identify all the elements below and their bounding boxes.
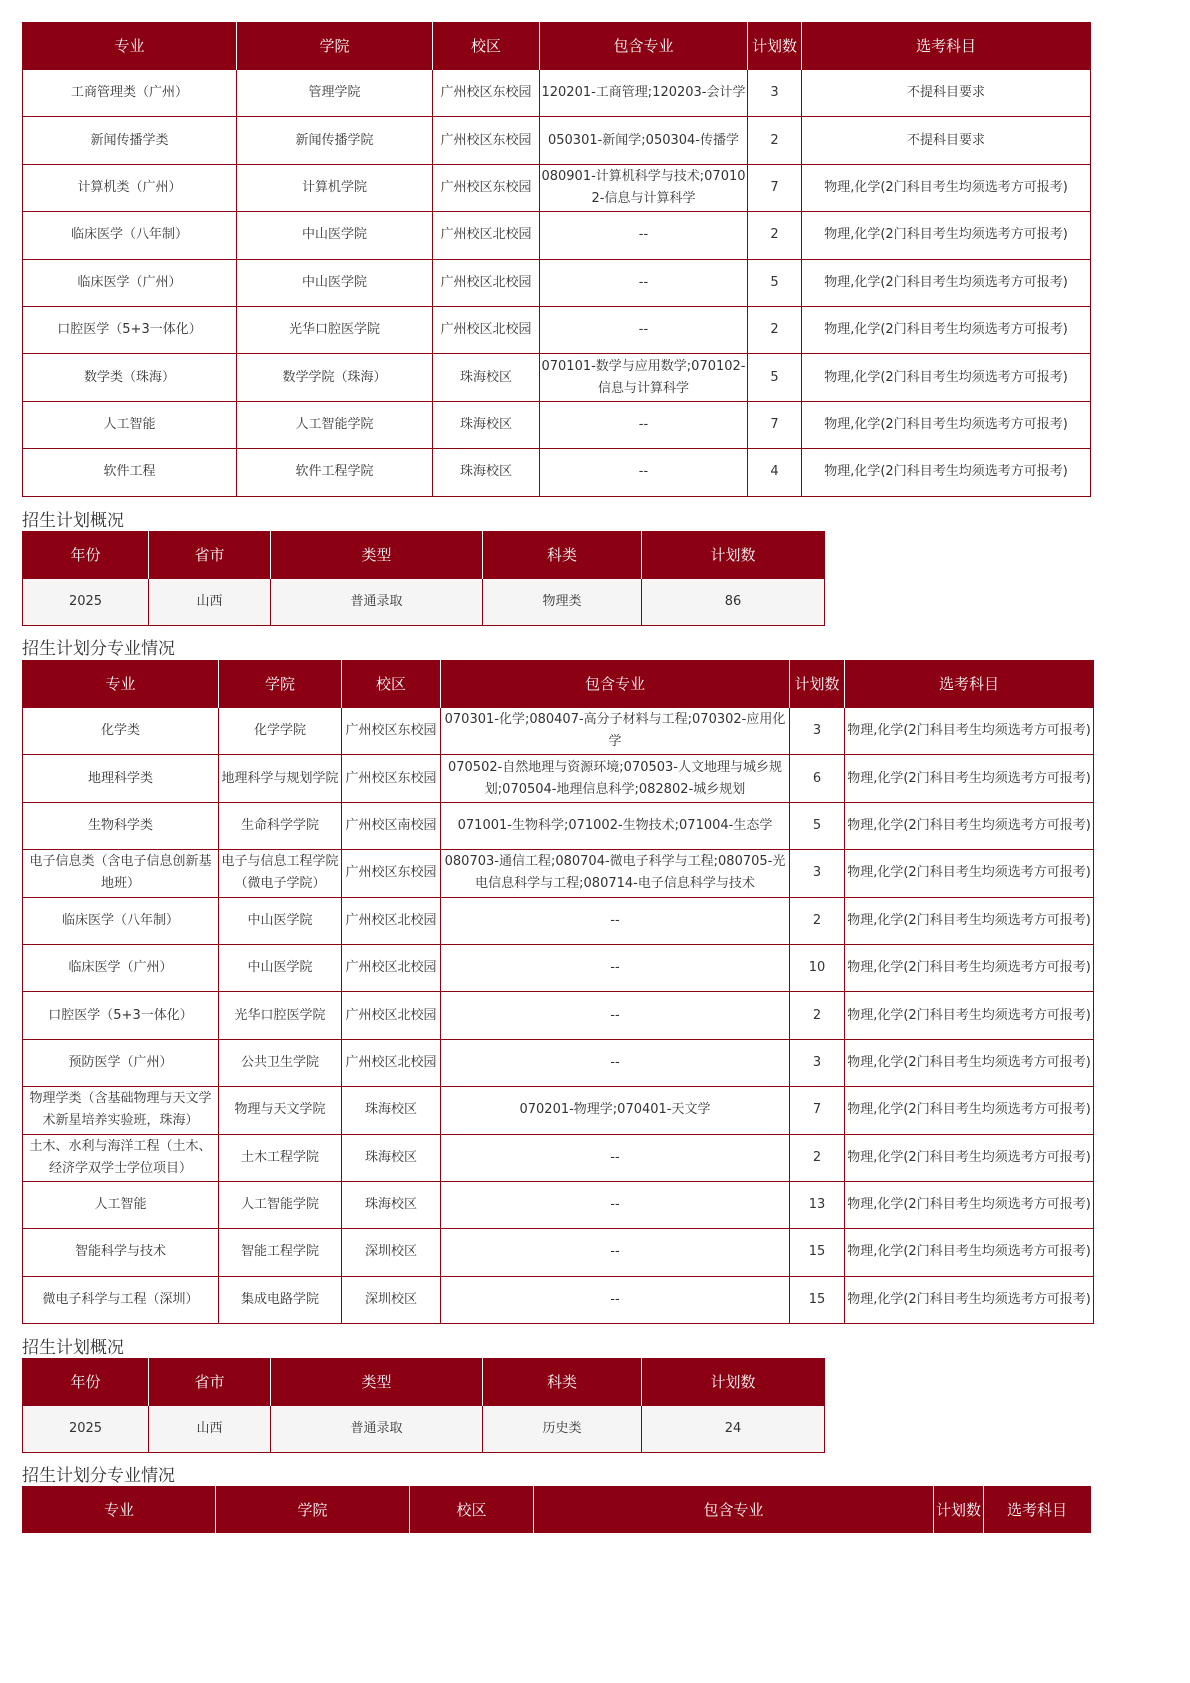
cell-included-majors: -- [441, 1276, 790, 1323]
cell-included-majors: -- [441, 992, 790, 1039]
cell-campus: 广州校区东校园 [342, 708, 441, 755]
cell-subjects: 不提科目要求 [802, 70, 1091, 117]
cell-province: 山西 [149, 579, 271, 626]
cell-included-majors: -- [441, 1229, 790, 1276]
table-row [23, 708, 1094, 755]
cell-subjects: 物理,化学(2门科目考生均须选考方可报考) [845, 897, 1094, 944]
cell-campus: 广州校区北校园 [342, 944, 441, 991]
cell-college: 化学学院 [219, 708, 342, 755]
cell-major: 化学类 [23, 708, 219, 755]
table-row [23, 164, 1091, 211]
cell-plan-count: 13 [790, 1181, 845, 1228]
table-row [23, 1229, 1094, 1276]
cell-campus: 广州校区北校园 [433, 306, 540, 353]
cell-major: 人工智能 [23, 1181, 219, 1228]
col-header-campus: 校区 [342, 660, 441, 708]
cell-included-majors: -- [540, 259, 748, 306]
col-header-plan-count: 计划数 [790, 660, 845, 708]
cell-campus: 珠海校区 [342, 1134, 441, 1181]
cell-subjects: 不提科目要求 [802, 117, 1091, 164]
cell-subjects: 物理,化学(2门科目考生均须选考方可报考) [802, 354, 1091, 401]
cell-plan-count: 6 [790, 755, 845, 802]
table-row [23, 1039, 1094, 1086]
cell-campus: 广州校区北校园 [342, 897, 441, 944]
table-row [23, 449, 1091, 496]
cell-included-majors: -- [540, 306, 748, 353]
cell-college: 中山医学院 [219, 897, 342, 944]
cell-subjects: 物理,化学(2门科目考生均须选考方可报考) [802, 449, 1091, 496]
col-header-major: 专业 [23, 1486, 216, 1533]
cell-college: 光华口腔医学院 [237, 306, 433, 353]
cell-college: 计算机学院 [237, 164, 433, 211]
col-header-major: 专业 [23, 660, 219, 708]
cell-plan-count: 86 [642, 579, 825, 626]
table-row [23, 579, 825, 626]
cell-subjects: 物理,化学(2门科目考生均须选考方可报考) [845, 708, 1094, 755]
cell-major: 新闻传播学类 [23, 117, 237, 164]
col-header-year: 年份 [23, 531, 149, 579]
cell-college: 数学学院（珠海） [237, 354, 433, 401]
cell-included-majors: -- [540, 401, 748, 448]
col-header-province: 省市 [149, 1358, 271, 1406]
table-row [23, 401, 1091, 448]
table-row [23, 354, 1091, 401]
cell-campus: 珠海校区 [342, 1087, 441, 1134]
col-header-plan-count: 计划数 [934, 1486, 984, 1533]
col-header-type: 类型 [271, 1358, 483, 1406]
cell-included-majors: -- [441, 897, 790, 944]
table-header-row [23, 660, 1094, 708]
cell-included-majors: 070101-数学与应用数学;070102-信息与计算科学 [540, 354, 748, 401]
cell-category: 历史类 [483, 1406, 642, 1453]
table-row [23, 850, 1094, 897]
cell-campus: 珠海校区 [342, 1181, 441, 1228]
cell-included-majors: 070301-化学;080407-高分子材料与工程;070302-应用化学 [441, 708, 790, 755]
cell-campus: 深圳校区 [342, 1276, 441, 1323]
cell-campus: 广州校区北校园 [433, 212, 540, 259]
col-header-college: 学院 [216, 1486, 410, 1533]
cell-plan-count: 7 [748, 164, 802, 211]
cell-plan-count: 5 [790, 802, 845, 849]
table-header-row [23, 22, 1091, 70]
col-header-category: 科类 [483, 1358, 642, 1406]
cell-plan-count: 4 [748, 449, 802, 496]
col-header-included-majors: 包含专业 [441, 660, 790, 708]
cell-plan-count: 24 [642, 1406, 825, 1453]
cell-major: 临床医学（广州） [23, 944, 219, 991]
table-row [23, 1087, 1094, 1134]
cell-campus: 深圳校区 [342, 1229, 441, 1276]
table-row [23, 944, 1094, 991]
cell-campus: 广州校区南校园 [342, 802, 441, 849]
cell-college: 生命科学学院 [219, 802, 342, 849]
table-row [23, 1181, 1094, 1228]
cell-plan-count: 3 [790, 850, 845, 897]
cell-major: 口腔医学（5+3一体化） [23, 992, 219, 1039]
cell-subjects: 物理,化学(2门科目考生均须选考方可报考) [845, 802, 1094, 849]
col-header-college: 学院 [219, 660, 342, 708]
major-plan-table-3 [22, 1486, 1091, 1533]
col-header-major: 专业 [23, 22, 237, 70]
cell-included-majors: 070201-物理学;070401-天文学 [441, 1087, 790, 1134]
cell-subjects: 物理,化学(2门科目考生均须选考方可报考) [802, 306, 1091, 353]
cell-subjects: 物理,化学(2门科目考生均须选考方可报考) [845, 944, 1094, 991]
cell-campus: 广州校区北校园 [342, 1039, 441, 1086]
cell-college: 土木工程学院 [219, 1134, 342, 1181]
table-row [23, 117, 1091, 164]
major-plan-table-2 [22, 660, 1094, 1324]
cell-major: 预防医学（广州） [23, 1039, 219, 1086]
cell-subjects: 物理,化学(2门科目考生均须选考方可报考) [845, 755, 1094, 802]
cell-plan-count: 7 [748, 401, 802, 448]
col-header-province: 省市 [149, 531, 271, 579]
cell-subjects: 物理,化学(2门科目考生均须选考方可报考) [802, 401, 1091, 448]
plan-summary-table-1 [22, 531, 825, 626]
table-row [23, 1406, 825, 1453]
cell-plan-count: 2 [790, 992, 845, 1039]
cell-major: 口腔医学（5+3一体化） [23, 306, 237, 353]
col-header-college: 学院 [237, 22, 433, 70]
cell-subjects: 物理,化学(2门科目考生均须选考方可报考) [845, 1039, 1094, 1086]
cell-college: 中山医学院 [237, 212, 433, 259]
cell-category: 物理类 [483, 579, 642, 626]
cell-campus: 广州校区东校园 [433, 164, 540, 211]
cell-plan-count: 5 [748, 354, 802, 401]
col-header-subjects: 选考科目 [984, 1486, 1091, 1533]
cell-year: 2025 [23, 1406, 149, 1453]
col-header-year: 年份 [23, 1358, 149, 1406]
table-header-row [23, 1358, 825, 1406]
cell-included-majors: 050301-新闻学;050304-传播学 [540, 117, 748, 164]
cell-plan-count: 2 [748, 212, 802, 259]
table-row [23, 755, 1094, 802]
table-row [23, 70, 1091, 117]
cell-included-majors: 120201-工商管理;120203-会计学 [540, 70, 748, 117]
cell-college: 物理与天文学院 [219, 1087, 342, 1134]
col-header-included-majors: 包含专业 [540, 22, 748, 70]
table-row [23, 992, 1094, 1039]
cell-province: 山西 [149, 1406, 271, 1453]
cell-included-majors: -- [441, 944, 790, 991]
cell-major: 工商管理类（广州） [23, 70, 237, 117]
section-title-overview-2: 招生计划概况 [22, 1338, 124, 1358]
cell-plan-count: 3 [790, 1039, 845, 1086]
cell-plan-count: 10 [790, 944, 845, 991]
cell-major: 微电子科学与工程（深圳） [23, 1276, 219, 1323]
cell-included-majors: 080901-计算机科学与技术;070102-信息与计算科学 [540, 164, 748, 211]
col-header-plan-count: 计划数 [642, 1358, 825, 1406]
cell-subjects: 物理,化学(2门科目考生均须选考方可报考) [845, 992, 1094, 1039]
cell-major: 临床医学（广州） [23, 259, 237, 306]
cell-major: 地理科学类 [23, 755, 219, 802]
section-title-by-major: 招生计划分专业情况 [22, 639, 175, 659]
cell-included-majors: -- [441, 1181, 790, 1228]
cell-college: 人工智能学院 [219, 1181, 342, 1228]
table-row [23, 212, 1091, 259]
table-header-row [23, 531, 825, 579]
cell-plan-count: 15 [790, 1229, 845, 1276]
cell-year: 2025 [23, 579, 149, 626]
cell-type: 普通录取 [271, 579, 483, 626]
cell-included-majors: -- [441, 1039, 790, 1086]
col-header-plan-count: 计划数 [642, 531, 825, 579]
cell-included-majors: 070502-自然地理与资源环境;070503-人文地理与城乡规划;070504-地理信息科学;082802-城乡规划 [441, 755, 790, 802]
col-header-campus: 校区 [410, 1486, 534, 1533]
col-header-type: 类型 [271, 531, 483, 579]
col-header-subjects: 选考科目 [802, 22, 1091, 70]
cell-major: 电子信息类（含电子信息创新基地班） [23, 850, 219, 897]
cell-plan-count: 5 [748, 259, 802, 306]
cell-plan-count: 2 [790, 1134, 845, 1181]
cell-included-majors: 080703-通信工程;080704-微电子科学与工程;080705-光电信息科学与工程;080714-电子信息科学与技术 [441, 850, 790, 897]
cell-campus: 广州校区东校园 [433, 117, 540, 164]
cell-major: 临床医学（八年制） [23, 212, 237, 259]
cell-campus: 广州校区东校园 [342, 755, 441, 802]
cell-major: 生物科学类 [23, 802, 219, 849]
cell-subjects: 物理,化学(2门科目考生均须选考方可报考) [845, 1276, 1094, 1323]
table-header-row [23, 1486, 1091, 1533]
cell-college: 软件工程学院 [237, 449, 433, 496]
cell-plan-count: 2 [790, 897, 845, 944]
cell-college: 管理学院 [237, 70, 433, 117]
cell-college: 电子与信息工程学院（微电子学院） [219, 850, 342, 897]
cell-plan-count: 2 [748, 306, 802, 353]
section-title-overview: 招生计划概况 [22, 511, 124, 531]
cell-included-majors: -- [540, 212, 748, 259]
cell-college: 中山医学院 [237, 259, 433, 306]
cell-major: 物理学类（含基础物理与天文学术新星培养实验班，珠海） [23, 1087, 219, 1134]
table-row [23, 897, 1094, 944]
col-header-subjects: 选考科目 [845, 660, 1094, 708]
cell-subjects: 物理,化学(2门科目考生均须选考方可报考) [845, 1181, 1094, 1228]
cell-college: 公共卫生学院 [219, 1039, 342, 1086]
section-title-by-major-2: 招生计划分专业情况 [22, 1466, 175, 1486]
cell-campus: 广州校区北校园 [433, 259, 540, 306]
cell-major: 人工智能 [23, 401, 237, 448]
cell-plan-count: 15 [790, 1276, 845, 1323]
cell-campus: 珠海校区 [433, 354, 540, 401]
table-row [23, 259, 1091, 306]
plan-summary-table-2 [22, 1358, 825, 1453]
major-plan-table-1 [22, 22, 1091, 497]
cell-subjects: 物理,化学(2门科目考生均须选考方可报考) [845, 1134, 1094, 1181]
cell-campus: 广州校区北校园 [342, 992, 441, 1039]
table-body [23, 708, 1094, 1324]
cell-plan-count: 3 [748, 70, 802, 117]
cell-major: 数学类（珠海） [23, 354, 237, 401]
cell-college: 集成电路学院 [219, 1276, 342, 1323]
cell-plan-count: 7 [790, 1087, 845, 1134]
cell-college: 中山医学院 [219, 944, 342, 991]
cell-major: 软件工程 [23, 449, 237, 496]
cell-college: 新闻传播学院 [237, 117, 433, 164]
table-row [23, 1276, 1094, 1323]
col-header-campus: 校区 [433, 22, 540, 70]
cell-major: 临床医学（八年制） [23, 897, 219, 944]
table-row [23, 306, 1091, 353]
cell-subjects: 物理,化学(2门科目考生均须选考方可报考) [802, 164, 1091, 211]
cell-campus: 广州校区东校园 [433, 70, 540, 117]
cell-subjects: 物理,化学(2门科目考生均须选考方可报考) [802, 259, 1091, 306]
col-header-included-majors: 包含专业 [534, 1486, 934, 1533]
cell-major: 土木、水利与海洋工程（土木、经济学双学士学位项目） [23, 1134, 219, 1181]
cell-subjects: 物理,化学(2门科目考生均须选考方可报考) [845, 850, 1094, 897]
cell-subjects: 物理,化学(2门科目考生均须选考方可报考) [802, 212, 1091, 259]
cell-included-majors: -- [540, 449, 748, 496]
table-row [23, 802, 1094, 849]
cell-type: 普通录取 [271, 1406, 483, 1453]
cell-subjects: 物理,化学(2门科目考生均须选考方可报考) [845, 1087, 1094, 1134]
cell-included-majors: -- [441, 1134, 790, 1181]
cell-college: 人工智能学院 [237, 401, 433, 448]
table-row [23, 1134, 1094, 1181]
table-body [23, 70, 1091, 497]
cell-college: 地理科学与规划学院 [219, 755, 342, 802]
col-header-category: 科类 [483, 531, 642, 579]
cell-plan-count: 2 [748, 117, 802, 164]
col-header-plan-count: 计划数 [748, 22, 802, 70]
cell-campus: 珠海校区 [433, 401, 540, 448]
cell-major: 计算机类（广州） [23, 164, 237, 211]
cell-campus: 广州校区东校园 [342, 850, 441, 897]
cell-campus: 珠海校区 [433, 449, 540, 496]
cell-plan-count: 3 [790, 708, 845, 755]
cell-major: 智能科学与技术 [23, 1229, 219, 1276]
cell-college: 智能工程学院 [219, 1229, 342, 1276]
cell-college: 光华口腔医学院 [219, 992, 342, 1039]
cell-included-majors: 071001-生物科学;071002-生物技术;071004-生态学 [441, 802, 790, 849]
cell-subjects: 物理,化学(2门科目考生均须选考方可报考) [845, 1229, 1094, 1276]
